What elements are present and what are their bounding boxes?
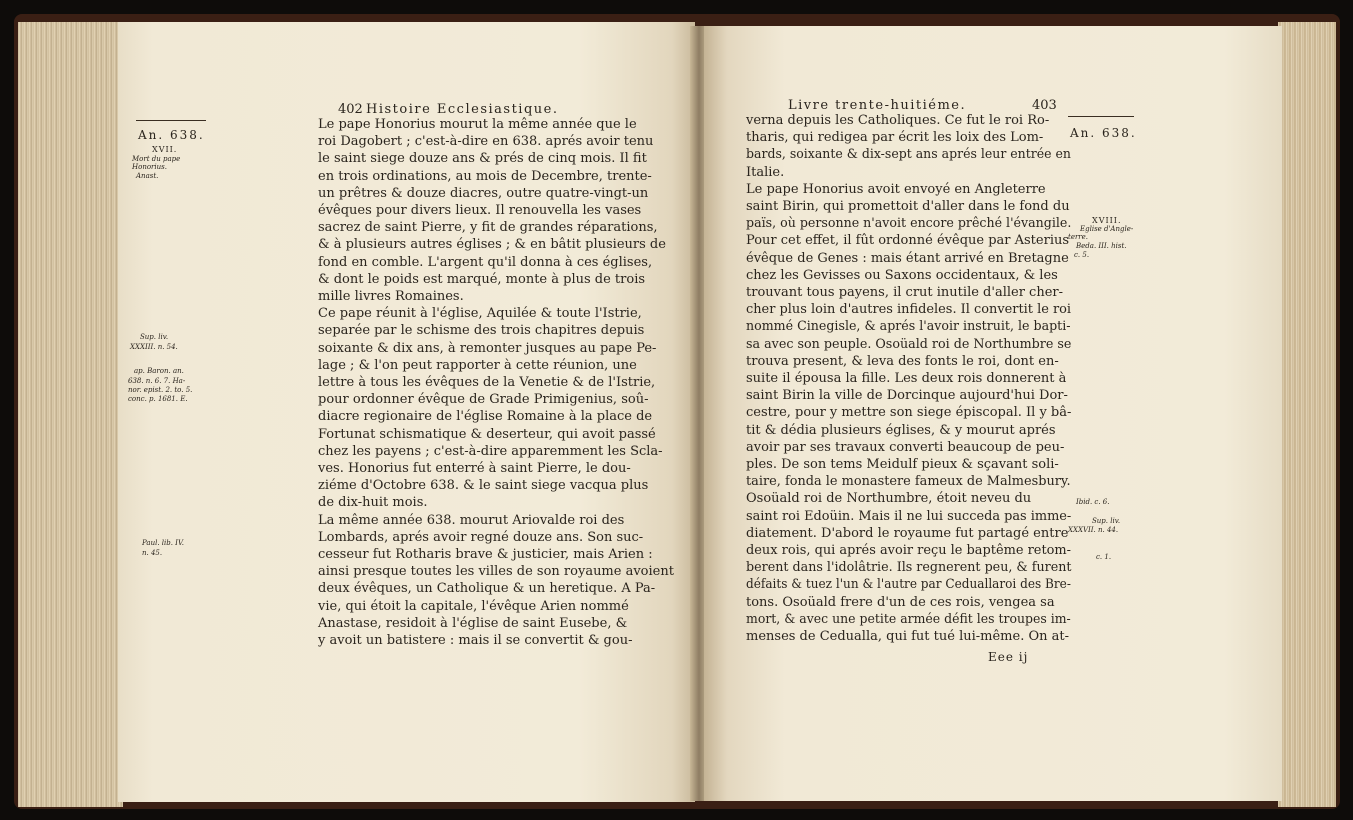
margin-note: terre. [1068,233,1089,241]
margin-roman: XVII. [152,145,178,154]
margin-note: Ibid. c. 6. [1076,498,1110,506]
text-line: suite il épousa la fille. Les deux rois donnerent à [746,371,1067,386]
margin-note: Sup. liv. [1092,517,1121,525]
text-line: mort, & avec une petite armée défit les troupes im- [746,611,1071,627]
text-line: roi Dagobert ; c'est-à-dire en 638. aprés avoir tenu [318,134,654,150]
text-line: un prêtres & douze diacres, outre quatre-vingt-un [318,185,649,201]
text-line: verna depuis les Catholiques. Ce fut le roi Ro- [746,113,1050,128]
text-line: saint roi Edoüin. Mais il ne lui succeda pas imme- [746,508,1072,524]
text-line: en trois ordinations, au mois de Decembre, trente- [318,168,652,184]
text-line: tit & dédia plusieurs églises, & y mourut aprés [746,422,1056,438]
text-line: mille livres Romaines. [318,289,464,304]
text-line: menses de Cedualla, qui fut tué lui-même. On at- [746,629,1069,644]
running-head: Livre trente-huitiéme. [788,98,967,113]
text-line: Lombards, aprés avoir regné douze ans. Son suc- [318,529,644,545]
text-line: ves. Honorius fut enterré à saint Pierre, le dou- [318,461,631,476]
right-page [704,26,1282,801]
text-line: berent dans l'idolâtrie. Ils regnerent peu, & furent [746,560,1072,576]
text-line: saint Birin, qui promettoit d'aller dans le fond du [746,199,1070,214]
text-line: évêques pour divers lieux. Il renouvella les vases [318,203,642,218]
text-line: trouva present, & leva des fonts le roi, dont en- [746,353,1059,369]
text-line: separée par le schisme des trois chapitres depuis [318,323,645,339]
page-number: 403 [1032,98,1057,113]
margin-year: An. 638. [138,128,205,142]
text-line: y avoit un batistere : mais il se convertit & gou- [318,633,633,648]
margin-rule [136,120,206,121]
margin-year: An. 638. [1070,126,1137,140]
text-line: cestre, pour y mettre son siege épiscopal. Il y bâ- [746,405,1072,421]
text-line: sa avec son peuple. Osoüald roi de Northumbre se [746,336,1072,352]
text-line: le saint siege douze ans & prés de cinq mois. Il fit [318,151,647,167]
text-line: ples. De son tems Meidulf pieux & sçavant soli- [746,457,1059,472]
margin-note: Sup. liv. [140,333,169,341]
text-line: cher plus loin d'autres infideles. Il convertit le roi [746,302,1072,318]
text-line: Italie. [746,164,785,180]
margin-note: Mort du pape [132,155,181,163]
text-line: diacre regionaire de l'église Romaine à la place de [318,409,653,425]
text-line: Ce pape réunit à l'église, Aquilée & toute l'Istrie, [318,306,642,322]
text-line: ainsi presque toutes les villes de son royaume avoient [318,564,674,580]
page-edges-right [1278,22,1336,807]
margin-note: c. 5. [1074,251,1090,259]
margin-note: n. 45. [142,549,163,557]
margin-note: Honorius. [132,163,167,171]
text-line: tons. Osoüald frere d'un de ces rois, vengea sa [746,594,1055,610]
text-line: deux rois, qui aprés avoir reçu le baptême retom- [746,543,1072,558]
margin-note: c. 1. [1096,553,1112,561]
margin-note: XXXIII. n. 54. [130,343,178,351]
margin-rule [1068,116,1134,117]
text-line: chez les payens ; c'est-à-dire apparemment les Scla- [318,443,663,459]
text-line: fond en comble. L'argent qu'il donna à ces églises, [318,254,653,270]
text-line: pour ordonner évêque de Grade Primigenius, soû- [318,392,649,408]
margin-note: XXXVII. n. 44. [1068,526,1119,534]
text-line: cesseur fut Rotharis brave & justicier, mais Arien : [318,547,653,562]
text-line: bards, soixante & dix-sept ans aprés leur entrée en [746,147,1071,163]
text-line: & dont le poids est marqué, monte à plus de trois [318,271,646,287]
signature-mark: Eee ij [988,650,1029,664]
text-line: saint Birin la ville de Dorcinque aujourd'hui Dor- [746,388,1068,404]
text-line: chez les Gevisses ou Saxons occidentaux, & les [746,267,1058,283]
text-line: Pour cet effet, il fût ordonné évêque par Asterius [746,233,1070,249]
text-line: lettre à tous les évêques de la Venetie & de l'Istrie, [318,375,656,390]
margin-note: conc. p. 1681. E. [128,395,188,403]
page-number: 402 [338,102,363,117]
text-line: deux évêques, un Catholique & un heretique. A Pa- [318,581,656,597]
running-head: Histoire Ecclesiastique. [366,102,559,117]
margin-note: Anast. [136,172,159,180]
text-line: défaits & tuez l'un & l'autre par Ceduallaroi des Bre- [746,577,1071,593]
margin-note: ap. Baron. an. [134,367,184,375]
text-line: tharis, qui redigea par écrit les loix des Lom- [746,130,1044,146]
text-line: trouvant tous payens, il crut inutile d'aller cher- [746,285,1064,300]
text-line: Fortunat schismatique & deserteur, qui avoit passé [318,426,656,442]
text-line: Anastase, residoit à l'église de saint Eusebe, & [318,615,628,631]
text-line: Osoüald roi de Northumbre, étoit neveu du [746,491,1032,507]
text-line: sacrez de saint Pierre, y fit de grandes réparations, [318,220,658,236]
page-edges-left [18,22,123,807]
text-line: taire, fonda le monastere fameux de Malmesbury. [746,474,1071,490]
text-line: soixante & dix ans, à remonter jusques au pape Pe- [318,340,657,356]
text-line: La même année 638. mourut Ariovalde roi des [318,512,625,528]
margin-note: nor. epist. 2. to. 5. [128,386,193,394]
text-line: de dix-huit mois. [318,495,428,511]
left-page [118,22,695,802]
text-line: vie, qui étoit la capitale, l'évêque Arien nommé [318,598,629,614]
text-line: païs, où personne n'avoit encore prêché l'évangile. [746,216,1072,232]
margin-note: Eglise d'Angle- [1080,225,1134,233]
margin-roman: XVIII. [1092,216,1122,225]
text-line: nommé Cinegisle, & aprés l'avoir instruit, le bapti- [746,319,1071,335]
text-line: & à plusieurs autres églises ; & en bâtit plusieurs de [318,237,666,253]
margin-note: 638. n. 6. 7. Ha- [128,377,186,385]
text-line: avoir par ses travaux converti beaucoup de peu- [746,439,1065,455]
text-line: ziéme d'Octobre 638. & le saint siege vacqua plus [318,478,649,494]
margin-note: Beda. III. hist. [1076,242,1127,250]
text-line: Le pape Honorius mourut la même année que le [318,117,637,132]
text-line: lage ; & l'on peut rapporter à cette réunion, une [318,357,637,373]
margin-note: Paul. lib. IV. [142,539,184,547]
text-line: Le pape Honorius avoit envoyé en Angleterre [746,181,1046,197]
text-line: diatement. D'abord le royaume fut partagé entre [746,525,1069,541]
text-line: évêque de Genes : mais étant arrivé en Bretagne [746,250,1069,266]
